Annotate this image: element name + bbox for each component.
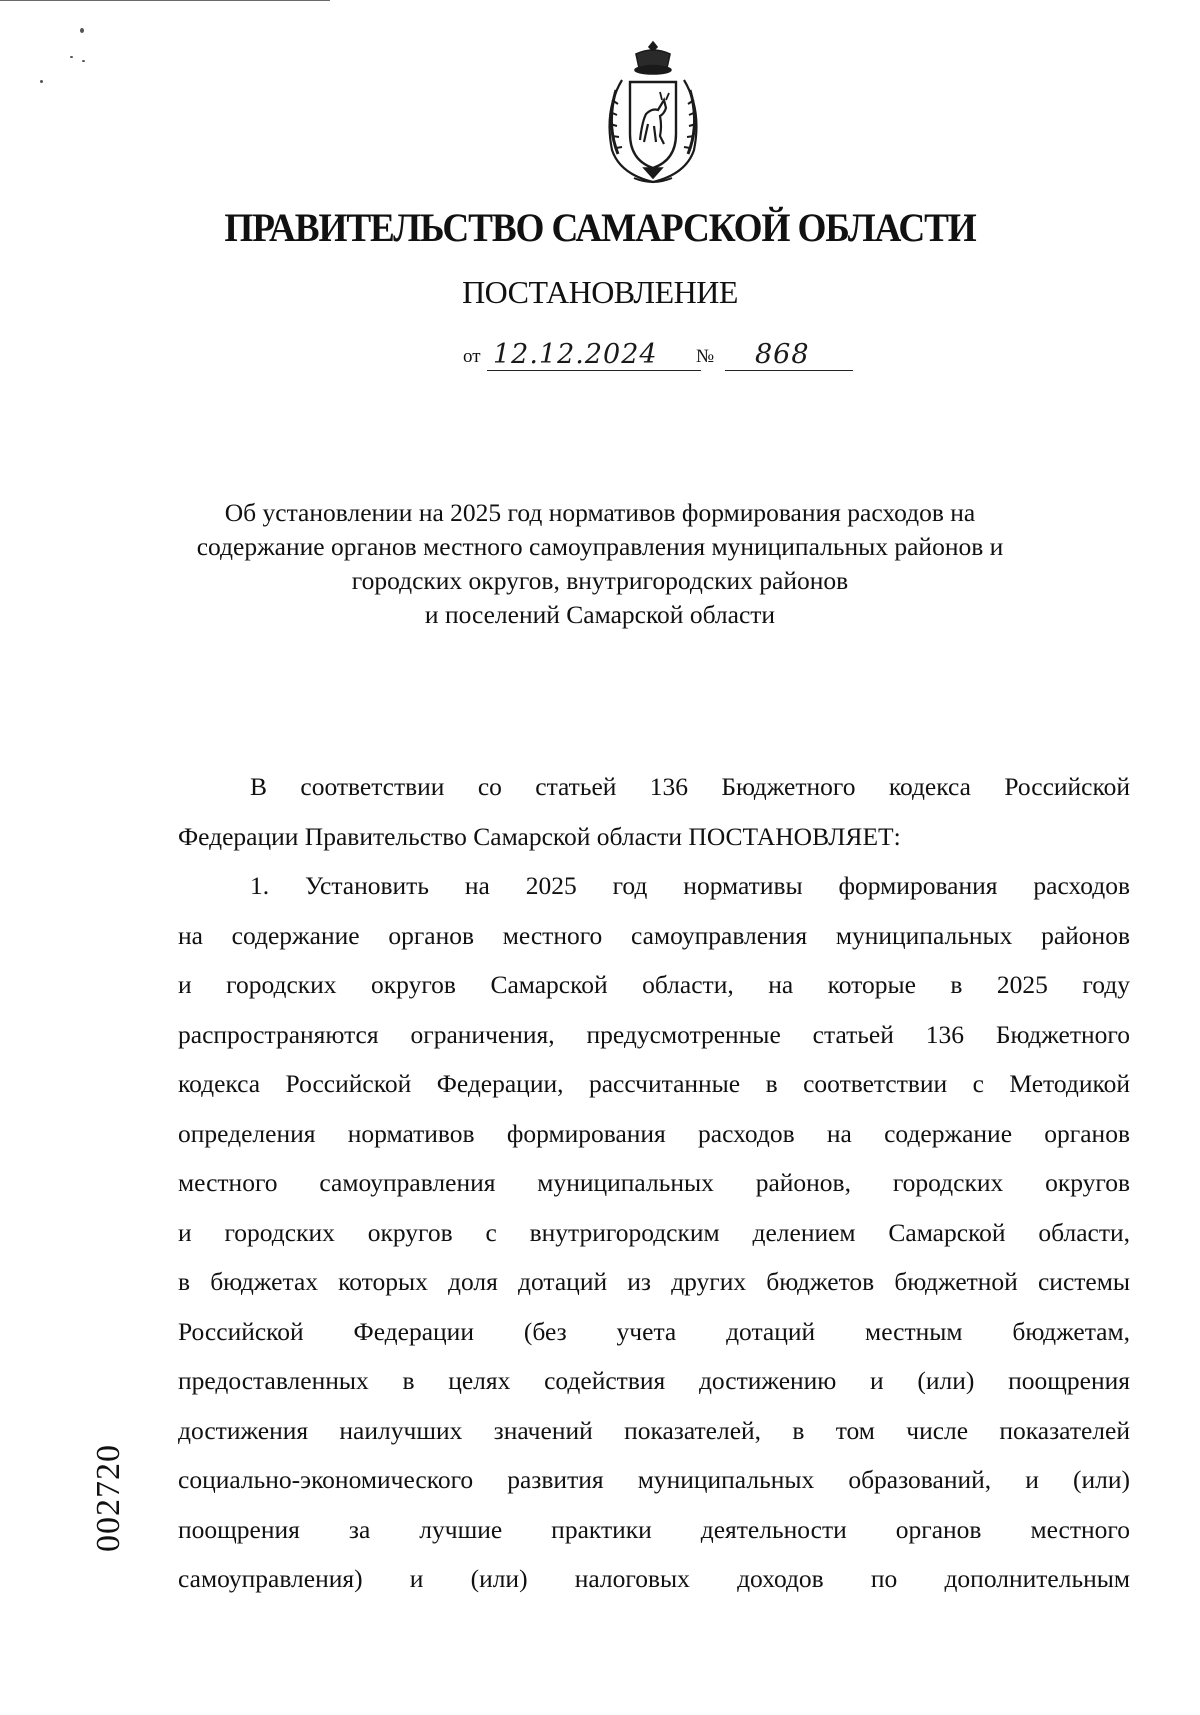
body-line: на содержание органов местного самоуправления муниципальных районов: [178, 920, 1130, 950]
date-value-handwritten: 12.12.2024: [493, 339, 658, 370]
body-line: В соответствии со статьей 136 Бюджетного кодекса Российской: [250, 772, 1130, 801]
number-value-handwritten: 868: [755, 339, 810, 370]
document-type: ПОСТАНОВЛЕНИЕ: [462, 274, 738, 310]
body-line: и городских округов с внутригородским делением Самарской области,: [178, 1217, 1130, 1247]
date-underline: [487, 370, 701, 371]
coat-of-arms-icon: [592, 40, 714, 186]
body-line: достижения наилучших значений показателей, в том числе показателей: [178, 1415, 1130, 1445]
scan-speck: [82, 60, 85, 62]
document-body: [178, 762, 1130, 1604]
body-line: кодекса Российской Федерации, рассчитанные в соответствии с Методикой: [178, 1069, 1130, 1098]
heading-line: и поселений Самарской области: [424, 600, 776, 629]
body-line: в бюджетах которых доля дотаций из других бюджетов бюджетной системы: [178, 1267, 1130, 1296]
number-underline: [725, 370, 853, 371]
body-line: местного самоуправления муниципальных районов, городских округов: [178, 1168, 1130, 1197]
date-label: от: [463, 346, 481, 367]
scan-speck: [70, 56, 73, 58]
side-registration-number: 002720: [90, 1444, 127, 1552]
heading-line: содержание органов местного самоуправления муниципальных районов и: [196, 532, 1004, 561]
number-label: №: [696, 346, 715, 367]
body-line: определения нормативов формирования расходов на содержание органов: [178, 1118, 1130, 1148]
heading-line: городских округов, внутригородских районов: [351, 566, 849, 595]
body-line: 1. Установить на 2025 год нормативы формирования расходов: [250, 871, 1130, 900]
scan-speck: [80, 28, 84, 33]
scan-edge-line: [0, 0, 330, 1]
body-line: Российской Федерации (без учета дотаций местным бюджетам,: [178, 1316, 1130, 1346]
body-line: самоуправления) и (или) налоговых доходов по дополнительным: [178, 1564, 1130, 1593]
body-line: Федерации Правительство Самарской области ПОСТАНОВЛЯЕТ:: [178, 821, 901, 851]
body-line: распространяются ограничения, предусмотренные статьей 136 Бюджетного: [178, 1019, 1130, 1049]
organization-title: ПРАВИТЕЛЬСТВО САМАРСКОЙ ОБЛАСТИ: [224, 205, 976, 250]
body-line: социально-экономического развития муниципальных образований, и (или): [178, 1465, 1130, 1494]
document-heading: [150, 496, 1050, 632]
body-line: и городских округов Самарской области, на которые в 2025 году: [178, 970, 1130, 999]
body-line: предоставленных в целях содействия достижению и (или) поощрения: [178, 1366, 1130, 1395]
body-line: поощрения за лучшие практики деятельности органов местного: [178, 1514, 1130, 1544]
heading-line: Об установлении на 2025 год нормативов формирования расходов на: [224, 498, 976, 527]
scan-speck: [40, 80, 43, 83]
